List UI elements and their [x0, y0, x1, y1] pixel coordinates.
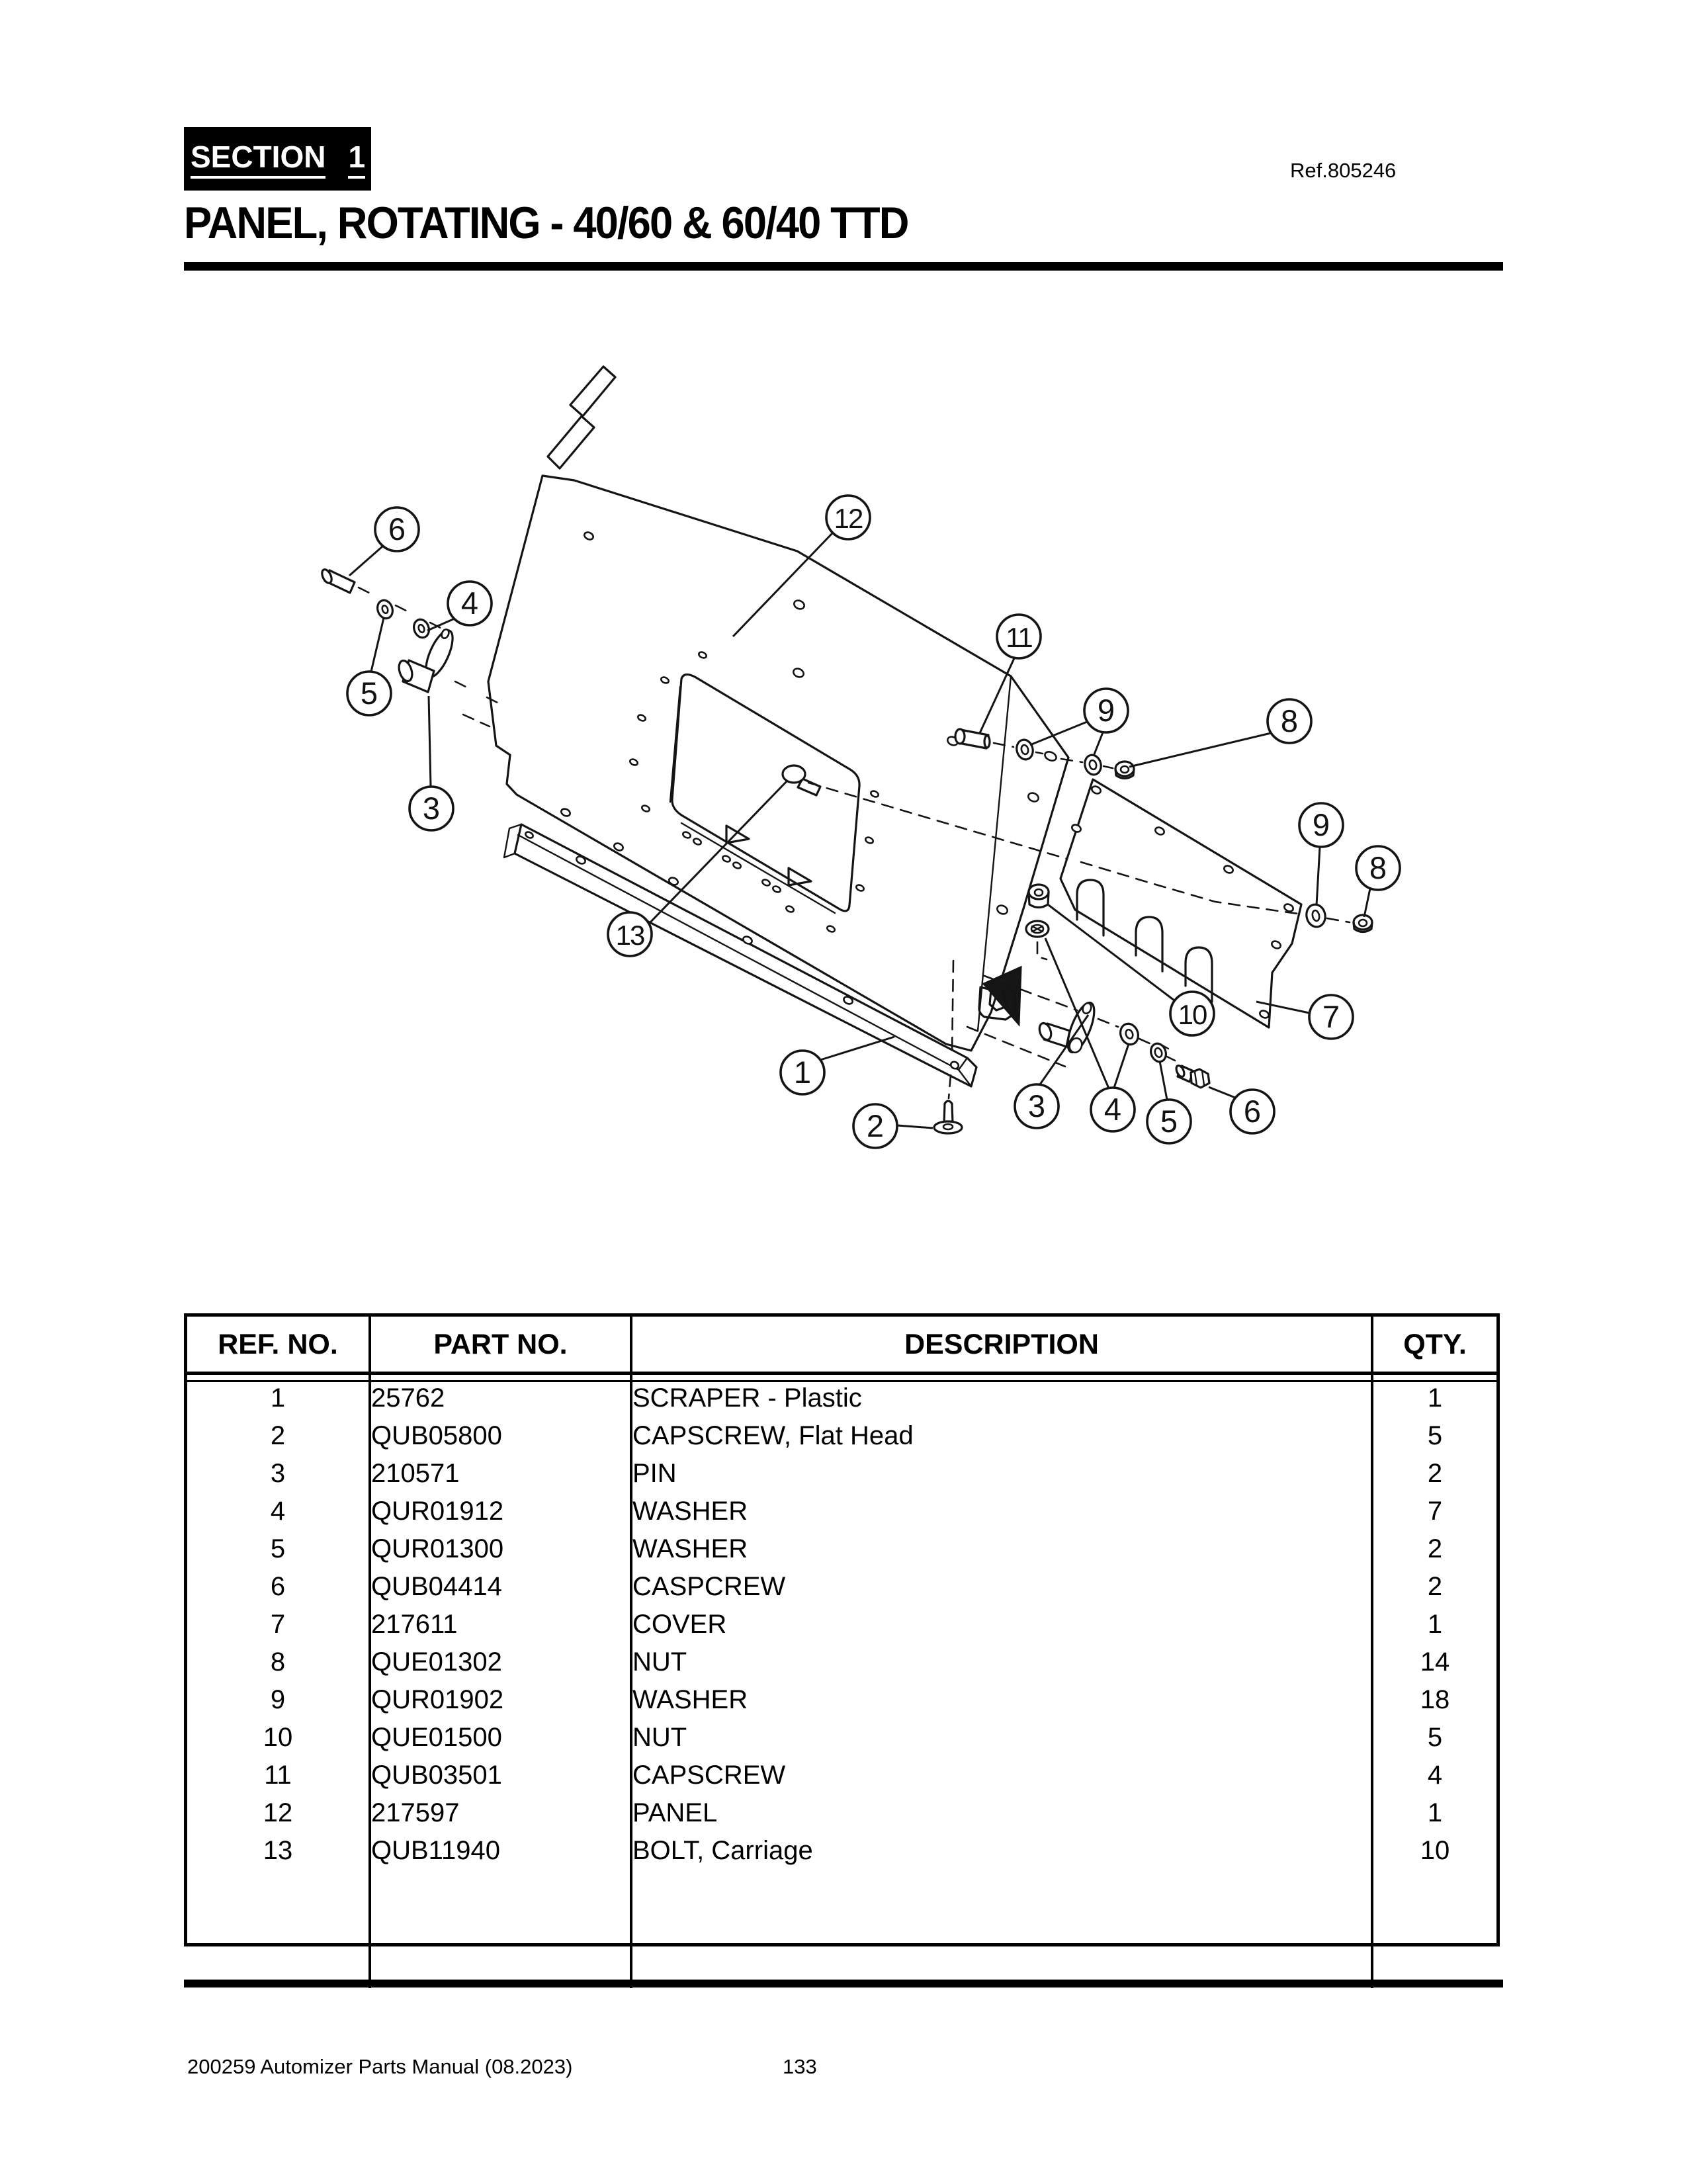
table-cell: 2 — [187, 1420, 371, 1458]
table-cell: 7 — [187, 1608, 371, 1646]
svg-text:6: 6 — [388, 511, 406, 546]
table-cell: 2 — [1427, 1534, 1443, 1563]
callout-leader — [1045, 938, 1109, 1088]
svg-text:6: 6 — [1243, 1094, 1262, 1129]
table-cell: QUE01500 — [371, 1722, 632, 1759]
callout-leader — [349, 546, 382, 576]
section-label: SECTION — [191, 139, 325, 179]
table-cell: 2 — [1427, 1459, 1443, 1488]
callout-3 — [410, 696, 453, 830]
table-cell: QUR01300 — [371, 1533, 632, 1571]
footer-page-number: 133 — [783, 2055, 817, 2078]
svg-text:7: 7 — [1322, 999, 1340, 1034]
table-cell: 13 — [187, 1835, 371, 1872]
table-cell: PANEL — [632, 1797, 1373, 1835]
washer-upper-2 — [1083, 753, 1103, 776]
lock-washer-lower — [1148, 1041, 1168, 1064]
table-cell: WASHER — [632, 1495, 1373, 1533]
table-cell: QUB11940 — [371, 1835, 632, 1872]
callout-6 — [1209, 1087, 1274, 1133]
table-cell: COVER — [632, 1608, 1373, 1646]
col-header-ref: REF. NO. — [187, 1317, 371, 1375]
table-cell: 217597 — [371, 1797, 632, 1835]
cover-panel — [1060, 779, 1303, 1027]
col-header-desc: DESCRIPTION — [632, 1317, 1373, 1375]
table-cell: WASHER — [632, 1684, 1373, 1722]
table-cell: 18 — [1420, 1685, 1450, 1714]
callout-leader — [1129, 733, 1271, 767]
svg-text:10: 10 — [1178, 999, 1207, 1030]
capscrew-lower — [1175, 1065, 1209, 1088]
table-cell: 7 — [1427, 1497, 1443, 1526]
svg-text:4: 4 — [1103, 1092, 1122, 1127]
table-cell: QUR01912 — [371, 1495, 632, 1533]
svg-text:11: 11 — [1006, 622, 1032, 653]
table-filler — [1373, 1872, 1496, 1988]
svg-text:4: 4 — [460, 586, 479, 621]
table-cell: 1 — [1427, 1610, 1443, 1639]
capscrew-upper-left — [320, 568, 355, 593]
table-cell: 9 — [187, 1684, 371, 1722]
screw-axis-dashed2 — [949, 1075, 951, 1098]
washer-lower — [1117, 1022, 1141, 1047]
callout-5 — [347, 618, 391, 715]
callout-4 — [427, 582, 492, 631]
svg-text:2: 2 — [866, 1108, 885, 1143]
callout-leader — [1160, 1061, 1167, 1100]
callout-leader — [1209, 1087, 1235, 1098]
svg-text:8: 8 — [1369, 850, 1387, 885]
table-cell: NUT — [632, 1722, 1373, 1759]
table-cell: 5 — [1427, 1421, 1443, 1450]
panel-top-strip — [548, 367, 615, 468]
table-cell: 8 — [187, 1646, 371, 1684]
callout-leader — [820, 1037, 894, 1060]
table-cell: 10 — [187, 1722, 371, 1759]
table-cell: QUB05800 — [371, 1420, 632, 1458]
callout-8 — [1356, 846, 1400, 917]
table-cell: SCRAPER - Plastic — [632, 1382, 1373, 1420]
callout-9 — [1299, 803, 1343, 905]
right-axis-dashed — [1327, 918, 1350, 922]
svg-text:3: 3 — [422, 791, 441, 826]
table-cell: QUB04414 — [371, 1571, 632, 1608]
table-cell: 4 — [187, 1495, 371, 1533]
left-axis-dashed — [359, 588, 445, 630]
callout-leader — [1317, 847, 1320, 905]
callout-leader — [427, 619, 454, 631]
table-cell: QUB03501 — [371, 1759, 632, 1797]
table-cell: 11 — [187, 1759, 371, 1797]
flat-head-screw — [934, 1101, 962, 1133]
svg-text:3: 3 — [1027, 1088, 1046, 1123]
nut-right — [1354, 915, 1372, 932]
callout-2 — [853, 1104, 933, 1148]
table-cell: QUR01902 — [371, 1684, 632, 1722]
table-cell: 6 — [187, 1571, 371, 1608]
washer-right — [1305, 902, 1327, 928]
table-cell: PIN — [632, 1458, 1373, 1495]
table-filler — [632, 1872, 1373, 1988]
svg-text:5: 5 — [360, 676, 378, 711]
table-cell: 3 — [187, 1458, 371, 1495]
callout-leader — [897, 1125, 933, 1128]
table-cell: 25762 — [371, 1382, 632, 1420]
table-cell: 5 — [1427, 1723, 1443, 1752]
table-cell: 14 — [1420, 1647, 1450, 1677]
callout-8 — [1129, 699, 1311, 767]
table-cell: 210571 — [371, 1458, 632, 1495]
footer-rule — [184, 1980, 1503, 1987]
callout-1 — [781, 1037, 894, 1094]
table-cell: 2 — [1427, 1572, 1443, 1601]
table-filler — [187, 1872, 371, 1988]
table-cell: WASHER — [632, 1533, 1373, 1571]
svg-text:8: 8 — [1280, 703, 1299, 738]
table-cell: CAPSCREW, Flat Head — [632, 1420, 1373, 1458]
callout-leader — [1094, 732, 1103, 754]
svg-text:12: 12 — [834, 503, 863, 534]
washer-left-1 — [375, 598, 395, 621]
svg-text:9: 9 — [1097, 693, 1115, 728]
footer-manual-name: 200259 Automizer Parts Manual (08.2023) — [187, 2055, 573, 2078]
lock-nut — [1029, 885, 1049, 908]
table-cell: 5 — [187, 1533, 371, 1571]
table-cell: 12 — [187, 1797, 371, 1835]
table-cell: CAPSCREW — [632, 1759, 1373, 1797]
parts-table — [184, 1313, 1500, 1946]
table-cell: NUT — [632, 1646, 1373, 1684]
col-header-part: PART NO. — [371, 1317, 632, 1375]
reference-number: Ref.805246 — [1290, 159, 1397, 182]
page-title: PANEL, ROTATING - 40/60 & 60/40 TTD — [184, 198, 908, 248]
callout-leader — [1114, 1044, 1129, 1088]
nut-upper — [1115, 762, 1134, 779]
table-cell: CASPCREW — [632, 1571, 1373, 1608]
table-cell: 1 — [1427, 1383, 1443, 1413]
svg-text:1: 1 — [793, 1055, 812, 1090]
washer-left-2 — [411, 617, 431, 640]
table-filler — [371, 1872, 632, 1988]
svg-text:5: 5 — [1160, 1104, 1178, 1139]
callout-leader — [371, 618, 384, 672]
table-cell: 1 — [187, 1382, 371, 1420]
svg-text:9: 9 — [1312, 807, 1330, 842]
table-cell: 10 — [1420, 1836, 1450, 1865]
table-cell: BOLT, Carriage — [632, 1835, 1373, 1872]
table-cell: 1 — [1427, 1798, 1443, 1827]
callout-6 — [349, 507, 419, 576]
pin-link-lower — [1037, 1000, 1100, 1056]
svg-text:13: 13 — [615, 920, 644, 951]
section-number: 1 — [348, 139, 365, 179]
table-cell: 217611 — [371, 1608, 632, 1646]
callout-leader — [1364, 889, 1370, 917]
col-header-qty: QTY. — [1373, 1317, 1496, 1375]
table-cell: 4 — [1427, 1761, 1443, 1790]
table-cell: QUE01302 — [371, 1646, 632, 1684]
callout-leader — [429, 696, 431, 786]
